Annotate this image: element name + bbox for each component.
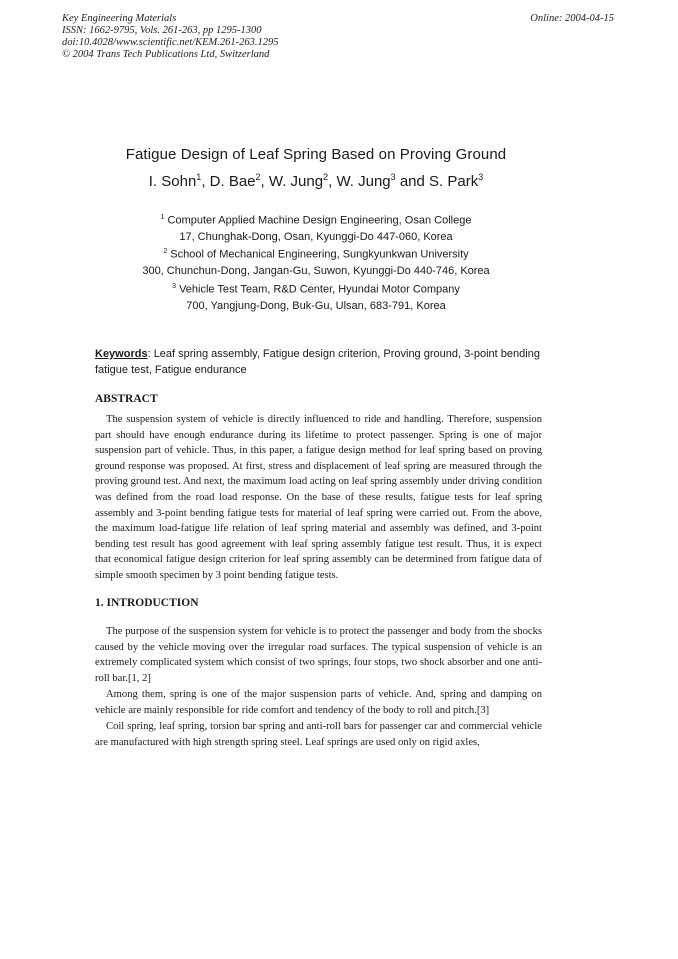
affiliation-line: Computer Applied Machine Design Engineering, Osan College <box>167 214 472 227</box>
author-name: S. Park <box>429 173 479 190</box>
introduction-heading: 1. INTRODUCTION <box>95 597 199 609</box>
abstract-heading: ABSTRACT <box>95 393 158 405</box>
affiliation-address: 700, Yangjung-Dong, Buk-Gu, Ulsan, 683-791, Korea <box>186 299 446 312</box>
abstract-text: The suspension system of vehicle is directly influenced to ride and handling. Therefore, suspension part should have enough endurance during its lifetime to protect passenger. Spring is one of major suspension part of vehicle. Thus, in this paper, a fatigue design method for leaf spring based on proving ground response was proposed. At first, stress and displacement of leaf spring are measured through the proving ground test. And next, the maximum load acting on leaf spring assembly under driving condition was defined from the road load response. On the base of these results, fatigue tests for leaf spring assembly and 3-point bending fatigue tests for material of leaf spring were carried out. From the above, the maximum load-fatigue life relation of leaf spring material and assembly was defined, and 3-point bending test result has good agreement with leaf spring assembly fatigue test result. Thus, it is expect that economical fatigue design criterion for leaf spring assembly can be determined from fatigue data of simple smooth specimen by 3 point bending fatigue tests. <box>95 414 542 581</box>
author-affiliation-mark: 2 <box>323 172 329 182</box>
author-affiliation-mark: 1 <box>196 172 202 182</box>
affiliation-address: 300, Chunchun-Dong, Jangan-Gu, Suwon, Kyunggi-Do 440-746, Korea <box>142 264 490 277</box>
author-separator: , <box>201 173 210 190</box>
affiliation-line: School of Mechanical Engineering, Sungkyunkwan University <box>170 248 469 261</box>
affiliation-1 <box>0 210 632 245</box>
author-separator: and <box>395 173 430 190</box>
author-separator: , <box>328 173 337 190</box>
journal-header <box>62 13 279 61</box>
affiliation-mark: 2 <box>163 248 168 255</box>
author-affiliation-mark: 2 <box>255 172 261 182</box>
journal-name: Key Engineering Materials <box>62 13 177 24</box>
author-affiliation-mark: 3 <box>390 172 396 182</box>
online-date: Online: 2004-04-15 <box>530 13 614 24</box>
issn-line: ISSN: 1662-9795, Vols. 261-263, pp 1295-1300 <box>62 25 262 36</box>
affiliation-mark: 1 <box>160 214 165 221</box>
author-name: W. Jung <box>268 173 324 190</box>
affiliation-2 <box>0 244 632 279</box>
paper-title: Fatigue Design of Leaf Spring Based on Proving Ground <box>125 146 507 163</box>
author-separator: , <box>260 173 269 190</box>
author-name: I. Sohn <box>148 173 197 190</box>
affiliation-address: 17, Chunghak-Dong, Osan, Kyunggi-Do 447-060, Korea <box>179 230 453 243</box>
affiliation-mark: 3 <box>172 283 176 290</box>
affiliation-3 <box>0 279 632 314</box>
author-list <box>0 172 632 190</box>
author-name: D. Bae <box>209 173 256 190</box>
affiliation-line: Vehicle Test Team, R&D Center, Hyundai Motor Company <box>179 283 460 296</box>
intro-paragraph-3: Coil spring, leaf spring, torsion bar spring and anti-roll bars for passenger car and commercial vehicle are manufactured with high strength spring steel. Leaf springs are used only on rigid axles, <box>95 721 542 748</box>
doi-line: doi:10.4028/www.scientific.net/KEM.261-263.1295 <box>62 37 279 48</box>
intro-paragraph-2: Among them, spring is one of the major suspension parts of vehicle. And, spring and damping on vehicle are mainly responsible for ride comfort and tendency of the body to roll and pitch.[3] <box>95 689 542 716</box>
keywords-label: Keywords <box>95 348 148 360</box>
author-name: W. Jung <box>336 173 391 190</box>
keywords <box>95 346 545 378</box>
intro-paragraph-1: The purpose of the suspension system for vehicle is to protect the passenger and body from the shocks caused by the vehicle moving over the irregular road surfaces. The typical suspension of vehicle is an extremely complicated system which consist of two springs, four stops, two shock absorber and one anti-roll bar.[1, 2] <box>95 626 542 684</box>
author-affiliation-mark: 3 <box>478 172 484 182</box>
copyright-line: © 2004 Trans Tech Publications Ltd, Switzerland <box>62 49 270 60</box>
keywords-text: : Leaf spring assembly, Fatigue design criterion, Proving ground, 3-point bending fatigue test, Fatigue endurance <box>95 348 540 376</box>
